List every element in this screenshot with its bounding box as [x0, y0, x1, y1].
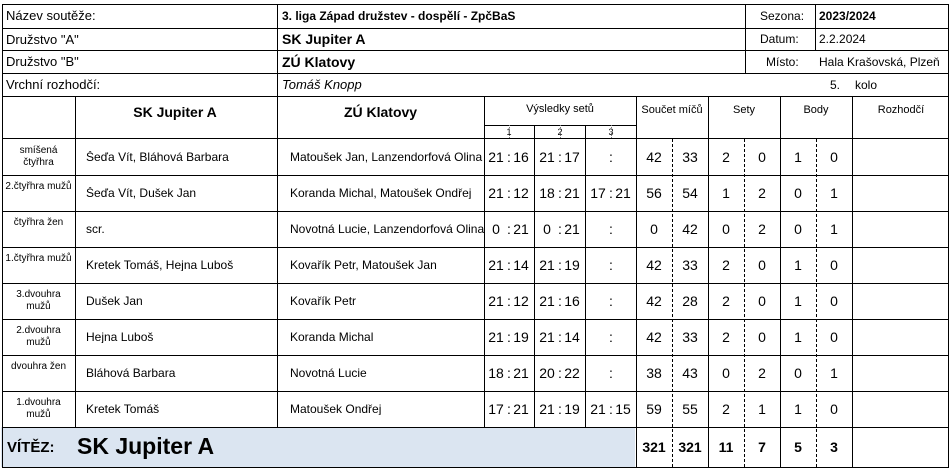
match-category: dvouhra žen	[10, 361, 67, 372]
player-b: Kovařík Petr	[290, 295, 357, 307]
score-separator: :	[558, 365, 562, 381]
score-separator: :	[609, 257, 613, 273]
player-b: Matoušek Jan, Lanzendorfová Olina	[290, 151, 483, 163]
pair-divider	[816, 139, 817, 467]
player-a: Šeďa Vít, Bláhová Barbara	[86, 151, 229, 163]
set-tick	[611, 125, 612, 138]
set-score: 20	[539, 365, 555, 381]
points-b: 1	[830, 221, 838, 237]
sets-a: 2	[722, 401, 730, 417]
row-rule	[2, 175, 949, 176]
sets-b: 2	[758, 221, 766, 237]
set-score: 21	[539, 257, 555, 273]
sets-b: 2	[758, 185, 766, 201]
header-rule	[2, 73, 949, 74]
set-tick	[560, 125, 561, 138]
score-separator: :	[507, 257, 511, 273]
balls-a: 42	[646, 293, 662, 309]
sets-a: 2	[722, 293, 730, 309]
score-separator: :	[507, 221, 511, 237]
set-tick	[509, 125, 510, 138]
score-separator: :	[558, 293, 562, 309]
place-label: Místo:	[766, 55, 799, 69]
col-divider	[708, 96, 709, 467]
set-score: 12	[513, 185, 529, 201]
player-a: Kretek Tomáš	[86, 403, 160, 415]
player-b: Koranda Michal	[290, 331, 374, 343]
sets-b: 0	[758, 293, 766, 309]
score-separator: :	[558, 221, 562, 237]
balls-b: 43	[682, 365, 698, 381]
total-sets-b: 7	[758, 439, 766, 455]
balls-b: 55	[682, 401, 698, 417]
sets-b: 0	[758, 329, 766, 345]
score-separator: :	[558, 329, 562, 345]
points-b: 0	[830, 329, 838, 345]
header-rule	[2, 4, 949, 5]
pair-divider	[672, 139, 673, 467]
sets-a: 2	[722, 149, 730, 165]
set-score: 14	[564, 329, 580, 345]
player-a: Dušek Jan	[86, 295, 143, 307]
match-category: čtyřhra žen	[13, 217, 64, 228]
score-separator: :	[609, 329, 613, 345]
sets-b: 0	[758, 257, 766, 273]
sets-b: 0	[758, 149, 766, 165]
balls-a: 56	[646, 185, 662, 201]
set-score: 12	[513, 293, 529, 309]
points-a: 0	[794, 365, 802, 381]
total-balls-b: 321	[678, 439, 702, 455]
team-a-value: SK Jupiter A	[282, 31, 366, 47]
set-score: 21	[539, 149, 555, 165]
player-b: Novotná Lucie	[290, 367, 367, 379]
total-points-b: 3	[830, 439, 838, 455]
player-b: Novotná Lucie, Lanzendorfová Olina	[290, 223, 484, 235]
row-rule	[2, 247, 949, 248]
row-rule	[2, 211, 949, 212]
date-label: Datum:	[760, 32, 799, 46]
winner-team: SK Jupiter A	[77, 433, 215, 459]
place-value: Hala Krašovská, Plzeň	[819, 55, 940, 69]
header-rule	[2, 96, 949, 97]
right-border	[948, 4, 949, 468]
set-number-3: 3	[608, 127, 614, 137]
set-score: 21	[539, 293, 555, 309]
score-separator: :	[609, 149, 613, 165]
points-a: 1	[794, 149, 802, 165]
col-divider	[780, 96, 781, 467]
team-a-column-header: SK Jupiter A	[133, 104, 217, 120]
set-score: 19	[513, 329, 529, 345]
set-score: 19	[564, 257, 580, 273]
column-header-rule	[2, 138, 949, 139]
total-balls-a: 321	[642, 439, 666, 455]
set-divider	[585, 125, 586, 427]
set-score: 21	[488, 185, 504, 201]
points-b: 1	[830, 185, 838, 201]
row-rule	[2, 427, 949, 428]
total-sets-a: 11	[718, 439, 734, 455]
sets-a: 0	[722, 365, 730, 381]
set-divider	[534, 125, 535, 427]
balls-a: 42	[646, 329, 662, 345]
points-a: 1	[794, 293, 802, 309]
sets-b: 2	[758, 365, 766, 381]
match-category: 2.dvouhra mužů	[16, 325, 61, 348]
points-b: 0	[830, 401, 838, 417]
row-rule	[2, 283, 949, 284]
player-b: Koranda Michal, Matoušek Ondřej	[290, 187, 472, 199]
balls-a: 59	[646, 401, 662, 417]
col-divider	[484, 96, 485, 427]
set-score: 21	[513, 401, 529, 417]
points-a: 1	[794, 329, 802, 345]
score-separator: :	[558, 185, 562, 201]
competition-label: Název soutěže:	[6, 8, 96, 23]
season-label: Sezona:	[760, 9, 805, 23]
player-a: Šeďa Vít, Dušek Jan	[86, 187, 197, 199]
umpire-header: Rozhodčí	[877, 104, 925, 116]
sets-a: 2	[722, 329, 730, 345]
score-separator: :	[609, 185, 613, 201]
sets-a: 1	[722, 185, 730, 201]
score-separator: :	[609, 221, 613, 237]
set-score: 22	[564, 365, 580, 381]
sets-b: 1	[758, 401, 766, 417]
points-header: Body	[803, 104, 829, 116]
score-separator: :	[507, 293, 511, 309]
score-separator: :	[558, 149, 562, 165]
score-separator: :	[609, 365, 613, 381]
row-rule	[2, 319, 949, 320]
header-rule	[2, 50, 949, 51]
set-score: 21	[564, 221, 580, 237]
set-score: 19	[564, 401, 580, 417]
total-points-a: 5	[794, 439, 802, 455]
balls-a: 38	[646, 365, 662, 381]
points-a: 1	[794, 401, 802, 417]
sets-a: 2	[722, 257, 730, 273]
score-separator: :	[609, 293, 613, 309]
set-number-1: 1	[506, 127, 512, 137]
set-score: 14	[513, 257, 529, 273]
balls-b: 33	[682, 329, 698, 345]
player-b: Kovařík Petr, Matoušek Jan	[290, 259, 437, 271]
sets-header: Sety	[732, 104, 755, 116]
set-score: 21	[488, 329, 504, 345]
competition-value: 3. liga Západ družstev - dospělí - ZpčBaS	[282, 9, 516, 23]
score-separator: :	[558, 401, 562, 417]
points-b: 1	[830, 365, 838, 381]
team-b-column-header: ZÚ Klatovy	[343, 104, 418, 120]
set-score: 0	[543, 221, 551, 237]
header-divider	[277, 4, 278, 96]
points-b: 0	[830, 257, 838, 273]
set-score: 21	[615, 185, 631, 201]
points-a: 0	[794, 221, 802, 237]
balls-a: 0	[650, 221, 658, 237]
left-border	[2, 4, 3, 468]
points-a: 1	[794, 257, 802, 273]
set-score: 21	[488, 293, 504, 309]
set-score: 21	[488, 257, 504, 273]
set-score: 17	[590, 185, 606, 201]
col-divider	[852, 96, 853, 467]
round-label: kolo	[855, 78, 878, 92]
team-a-label: Družstvo "A"	[6, 32, 79, 47]
ball-sum-header: Součet míčů	[641, 104, 703, 116]
score-separator: :	[507, 329, 511, 345]
set-score: 21	[513, 365, 529, 381]
date-value: 2.2.2024	[819, 32, 866, 46]
score-separator: :	[507, 185, 511, 201]
sets-a: 0	[722, 221, 730, 237]
score-separator: :	[609, 401, 613, 417]
player-b: Matoušek Ondřej	[290, 403, 382, 415]
round-number: 5.	[830, 78, 841, 92]
set-score: 18	[488, 365, 504, 381]
balls-a: 42	[646, 257, 662, 273]
col-divider	[636, 96, 637, 467]
set-score: 18	[539, 185, 555, 201]
points-a: 0	[794, 185, 802, 201]
player-a: scr.	[86, 223, 105, 235]
match-category: 1.dvouhra mužů	[16, 397, 61, 420]
player-a: Kretek Tomáš, Hejna Luboš	[86, 259, 234, 271]
set-score: 15	[615, 401, 631, 417]
balls-b: 54	[682, 185, 698, 201]
set-score: 21	[539, 401, 555, 417]
col-divider	[75, 96, 76, 427]
team-b-label: Družstvo "B"	[6, 54, 79, 69]
match-category: smíšená čtyřhra	[19, 145, 58, 168]
row-rule	[2, 391, 949, 392]
set-score: 21	[488, 149, 504, 165]
season-value: 2023/2024	[819, 9, 876, 23]
match-category: 2.čtyřhra mužů	[5, 181, 72, 192]
balls-b: 33	[682, 149, 698, 165]
score-separator: :	[507, 365, 511, 381]
balls-a: 42	[646, 149, 662, 165]
header-rule	[2, 28, 949, 29]
balls-b: 28	[682, 293, 698, 309]
points-b: 0	[830, 293, 838, 309]
match-category: 3.dvouhra mužů	[16, 289, 61, 312]
winner-label: VÍTĚZ:	[7, 439, 55, 456]
points-b: 0	[830, 149, 838, 165]
pair-divider	[744, 139, 745, 467]
set-score: 0	[492, 221, 500, 237]
row-rule	[2, 355, 949, 356]
balls-b: 42	[682, 221, 698, 237]
header-divider	[815, 4, 816, 50]
set-results-header: Výsledky setů	[526, 103, 594, 115]
score-separator: :	[507, 401, 511, 417]
score-separator: :	[558, 257, 562, 273]
set-number-2: 2	[557, 127, 563, 137]
referee-label: Vrchní rozhodčí:	[6, 77, 101, 92]
set-score: 17	[564, 149, 580, 165]
balls-b: 33	[682, 257, 698, 273]
set-score: 17	[488, 401, 504, 417]
col-divider	[277, 96, 278, 427]
set-score: 16	[564, 293, 580, 309]
set-score: 21	[590, 401, 606, 417]
player-a: Bláhová Barbara	[86, 367, 176, 379]
set-score: 16	[513, 149, 529, 165]
set-score: 21	[564, 185, 580, 201]
player-a: Hejna Luboš	[86, 331, 154, 343]
match-category: 1.čtyřhra mužů	[5, 253, 72, 264]
bottom-border	[2, 467, 949, 468]
header-divider	[745, 4, 746, 73]
score-separator: :	[507, 149, 511, 165]
set-score: 21	[539, 329, 555, 345]
referee-value: Tomáš Knopp	[282, 77, 362, 92]
set-score: 21	[513, 221, 529, 237]
team-b-value: ZÚ Klatovy	[282, 54, 356, 70]
